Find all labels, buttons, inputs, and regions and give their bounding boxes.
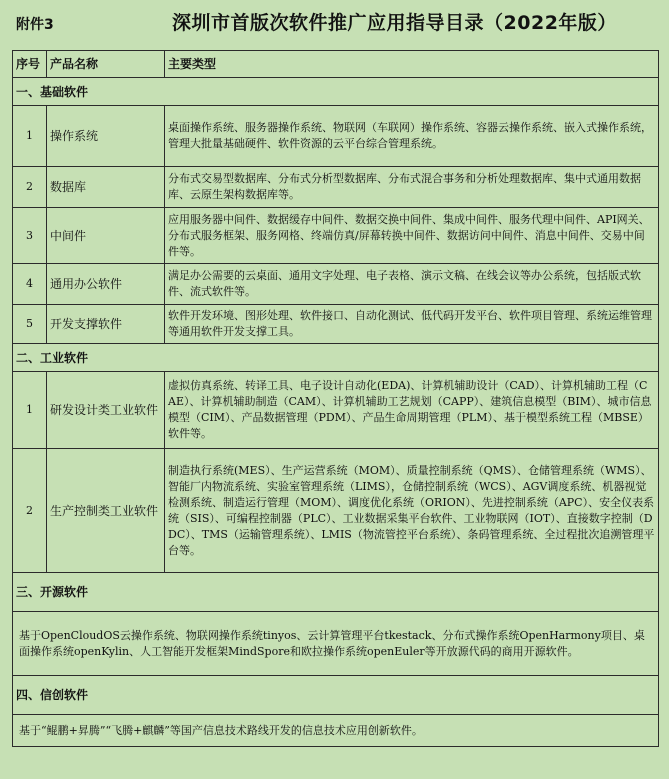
- section-title-industrial: 二、工业软件: [13, 344, 659, 372]
- xinchuang-desc: 基于“鲲鹏+昇腾”“飞腾+麒麟”等国产信息技术路线开发的信息技术应用创新软件。: [13, 715, 659, 747]
- row-desc: 应用服务器中间件、数据缓存中间件、数据交换中间件、集成中间件、服务代理中间件、API网关、分布式服务框架、服务网格、终端仿真/屏幕转换中间件、数据访问中间件、消息中间件、交易中间件等。: [165, 208, 659, 264]
- annex-label: 附件3: [16, 17, 54, 33]
- row-num: 2: [13, 167, 47, 208]
- section-row-industrial: [13, 344, 659, 372]
- opensource-desc: 基于OpenCloudOS云操作系统、物联网操作系统tinyos、云计算管理平台tkestack、分布式操作系统OpenHarmony项目、桌面操作系统openKylin、人工智能开发框架MindSpore和欧拉操作系统openEuler等开放源代码的商用开源软件。: [13, 612, 659, 676]
- row-name: 研发设计类工业软件: [47, 372, 165, 449]
- section-title-basic: 一、基础软件: [13, 78, 659, 106]
- section-row-basic: [13, 78, 659, 106]
- row-num: 2: [13, 449, 47, 573]
- table-row: [13, 372, 659, 449]
- table-row: [13, 167, 659, 208]
- row-num: 1: [13, 372, 47, 449]
- row-desc: 桌面操作系统、服务器操作系统、物联网（车联网）操作系统、容器云操作系统、嵌入式操作系统，管理大批量基础硬件、软件资源的云平台综合管理系统。: [165, 106, 659, 167]
- document-header: [0, 0, 669, 48]
- section-row-xinchuang: [13, 676, 659, 715]
- row-name: 数据库: [47, 167, 165, 208]
- row-desc: 软件开发环境、图形处理、软件接口、自动化测试、低代码开发平台、软件项目管理、系统运维管理等通用软件开发支撑工具。: [165, 305, 659, 344]
- row-num: 1: [13, 106, 47, 167]
- row-desc: 满足办公需要的云桌面、通用文字处理、电子表格、演示文稿、在线会议等办公系统，包括版式软件、流式软件等。: [165, 264, 659, 305]
- table-row: [13, 305, 659, 344]
- section-title-opensource: 三、开源软件: [13, 573, 659, 612]
- row-num: 5: [13, 305, 47, 344]
- row-desc: 分布式交易型数据库、分布式分析型数据库、分布式混合事务和分析处理数据库、集中式通用数据库、云原生架构数据库等。: [165, 167, 659, 208]
- row-desc: 制造执行系统(MES）、生产运营系统（MOM）、质量控制系统（QMS）、仓储管理系统（WMS）、智能厂内物流系统、实验室管理系统（LIMS），仓储控制系统（WCS）、AGV调度系统、机器视觉检测系统、制造运行管理（MOM）、调度优化系统（ORION）、先进控制系统（APC）、安全仪表系统（SIS）、可编程控制器（PLC）、工业数据采集平台软件、工业物联网（IOT）、直接数字控制（DDC）、TMS（运输管理系统）、LMIS（物流管控平台系统）、条码管理系统、全过程批次追溯管理平台等。: [165, 449, 659, 573]
- table-header-row: [13, 51, 659, 78]
- section-title-xinchuang: 四、信创软件: [13, 676, 659, 715]
- document-title: 深圳市首版次软件推广应用指导目录（2022年版）: [172, 12, 617, 34]
- column-header-name: 产品名称: [47, 51, 165, 78]
- row-name: 操作系统: [47, 106, 165, 167]
- table-row: [13, 715, 659, 747]
- table-row: [13, 612, 659, 676]
- catalog-table: [12, 50, 659, 747]
- table-row: [13, 106, 659, 167]
- row-name: 通用办公软件: [47, 264, 165, 305]
- row-name: 中间件: [47, 208, 165, 264]
- table-row: [13, 449, 659, 573]
- row-num: 4: [13, 264, 47, 305]
- row-desc: 虚拟仿真系统、转译工具、电子设计自动化(EDA)、计算机辅助设计（CAD）、计算机辅助工程（CAE）、计算机辅助制造（CAM）、计算机辅助工艺规划（CAPP）、建筑信息模型（BIM）、城市信息模型（CIM）、产品数据管理（PDM）、产品生命周期管理（PLM）、基于模型系统工程（MBSE）软件等。: [165, 372, 659, 449]
- column-header-num: 序号: [13, 51, 47, 78]
- section-row-opensource: [13, 573, 659, 612]
- table-row: [13, 208, 659, 264]
- row-name: 生产控制类工业软件: [47, 449, 165, 573]
- row-name: 开发支撑软件: [47, 305, 165, 344]
- table-row: [13, 264, 659, 305]
- column-header-type: 主要类型: [165, 51, 659, 78]
- row-num: 3: [13, 208, 47, 264]
